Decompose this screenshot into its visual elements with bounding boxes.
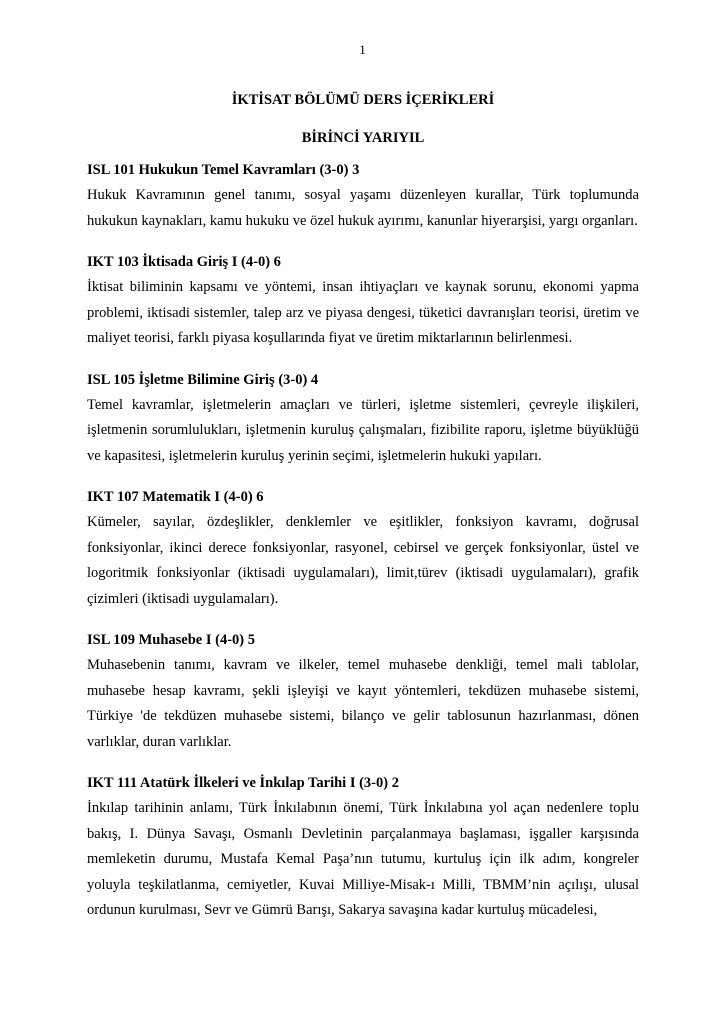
course-description: İktisat biliminin kapsamı ve yöntemi, insan ihtiyaçları ve kaynak sorunu, ekonomi yapma problemi, iktisadi sistemler, talep arz ve piyasa dengesi, tüketici davranışları teorisi, üretim ve maliyet teorisi, farklı piyasa koşullarında fiyat ve üretim miktarlarının belirlenmesi.: [87, 279, 639, 346]
course-block-ikt111: [87, 773, 639, 924]
course-description: Muhasebenin tanımı, kavram ve ilkeler, temel muhasebe denkliği, temel mali tablolar, muhasebe hesap kavramı, şekli işleyişi ve kayıt yöntemleri, tekdüzen muhasebe sistemi, Türkiye 'de tekdüzen muhasebe sistemi, bilanço ve gelir tablosunun hazırlanması, dönen varlıklar, duran varlıklar.: [87, 657, 639, 750]
course-block-isl101: [87, 160, 639, 234]
course-block-ikt103: [87, 252, 639, 352]
course-description: İnkılap tarihinin anlamı, Türk İnkılabının önemi, Türk İnkılabına yol açan nedenlere toplu bakış, I. Dünya Savaşı, Osmanlı Devletinin parçalanmaya başlaması, işgaller karşısında memleketin durumu, Mustafa Kemal Paşa’nın tutumu, kurtuluş için ilk adım, kongreler yoluyla teşkilatlanma, cemiyetler, Kuvai Milliye-Misak-ı Milli, TBMM’nin açılışı, ulusal ordunun kurulması, Sevr ve Gümrü Barışı, Sakarya savaşına kadar kurtuluş mücadelesi,: [87, 800, 639, 918]
course-description: Kümeler, sayılar, özdeşlikler, denklemler ve eşitlikler, fonksiyon kavramı, doğrusal fonksiyonlar, ikinci derece fonksiyonlar, rasyonel, cebirsel ve gerçek fonksiyonlar, üstel ve logoritmik fonksiyonlar (iktisadi uygulamaları), limit,türev (iktisadi uygulamaları), grafik çizimleri (iktisadi uygulamaları).: [87, 514, 639, 607]
course-heading: ISL 105 İşletme Bilimine Giriş (3-0) 4: [87, 371, 319, 388]
course-description: Temel kavramlar, işletmelerin amaçları ve türleri, işletme sistemleri, çevreyle ilişkileri, işletmenin sorumlulukları, işletmenin kuruluş çalışmaları, fizibilite raporu, işletme büyüklüğü ve kapasitesi, işletmelerin kuruluş yerinin seçimi, işletmelerin hukuki yapıları.: [87, 396, 639, 464]
document-body: [87, 90, 639, 924]
document-title: İKTİSAT BÖLÜMÜ DERS İÇERİKLERİ: [231, 92, 495, 108]
course-block-isl109: [87, 630, 639, 755]
course-heading: IKT 111 Atatürk İlkeleri ve İnkılap Tarihi I (3-0) 2: [87, 775, 399, 791]
course-block-ikt107: [87, 487, 639, 612]
course-heading: IKT 107 Matematik I (4-0) 6: [87, 489, 264, 505]
course-heading: IKT 103 İktisada Giriş I (4-0) 6: [87, 254, 281, 270]
course-heading: ISL 101 Hukukun Temel Kavramları (3-0) 3: [87, 162, 360, 178]
course-description: Hukuk Kavramının genel tanımı, sosyal yaşamı düzenleyen kurallar, Türk toplumunda hukukun kaynakları, kamu hukuku ve özel hukuk ayırımı, kanunlar hiyerarşisi, yargı organları.: [87, 187, 639, 229]
semester-heading: BİRİNCİ YARIYIL: [301, 130, 425, 146]
course-block-isl105: [87, 370, 639, 470]
page-number: 1: [359, 42, 366, 57]
course-heading: ISL 109 Muhasebe I (4-0) 5: [87, 632, 255, 648]
